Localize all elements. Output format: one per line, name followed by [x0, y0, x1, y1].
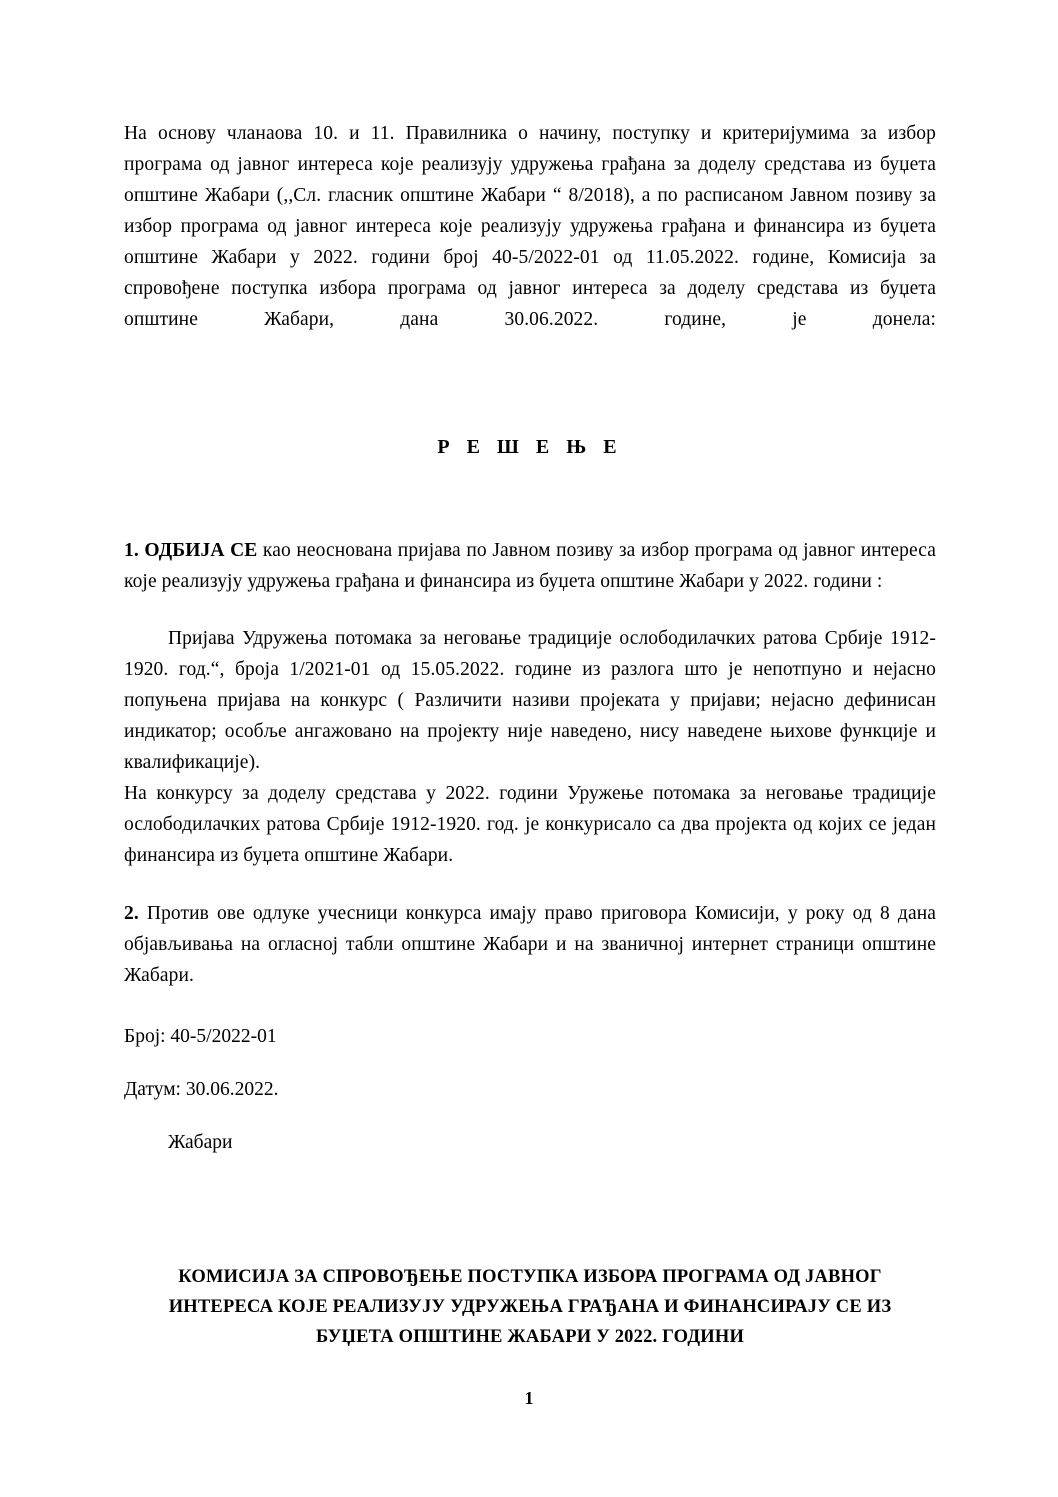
decision-item-1	[124, 535, 936, 597]
document-content	[124, 118, 936, 1352]
decision-item-2-lead: 2.	[124, 903, 139, 924]
page-number: 1	[524, 1388, 534, 1408]
commission-heading-line-2: ИНТЕРЕСА КОЈЕ РЕАЛИЗУЈУ УДРУЖЕЊА ГРАЂАНА И ФИНАНСИРАЈУ СЕ ИЗ	[168, 1297, 892, 1317]
commission-heading	[124, 1262, 936, 1352]
document-date: Датум: 30.06.2022.	[124, 1079, 279, 1100]
document-title: Р Е Ш Е Њ Е	[437, 436, 623, 458]
document-number: Број: 40-5/2022-01	[124, 1026, 277, 1047]
commission-heading-line-1: КОМИСИЈА ЗА СПРОВОЂЕЊЕ ПОСТУПКА ИЗБОРА ПРОГРАМА ОД ЈАВНОГ	[178, 1267, 882, 1287]
decision-item-2	[124, 898, 936, 991]
decision-item-2-text: Против ове одлуке учесници конкурса имају право приговора Комисији, у року од 8 дана објављивања на огласној табли општине Жабари и на званичној интернет страници општине Жабари.	[124, 903, 936, 986]
document-place: Жабари	[168, 1132, 233, 1153]
commission-heading-line-3: БУЏЕТА ОПШТИНЕ ЖАБАРИ У 2022. ГОДИНИ	[315, 1327, 745, 1347]
decision-item-1-lead: 1. ОДБИЈА СЕ	[124, 540, 258, 561]
applicant-paragraph: Пријава Удружења потомака за неговање традиције ослободилачких ратова Србије 1912-1920. год.“, броја 1/2021-01 од 15.05.2022. године из разлога што је непотпуно и нејасно попуњена пријава на конкурс ( Различити називи пројеката у пријави; нејасно дефинисан индикатор; особље ангажовано на пројекту није наведено, нису наведене њихове функције и квалификације).	[124, 628, 936, 773]
intro-paragraph: На основу чланаова 10. и 11. Правилника о начину, поступку и критеријумима за избор програма од јавног интереса које реализују удружења грађана за доделу средстава из буџета општине Жабари (,,Сл. гласник општине Жабари “ 8/2018), а по расписаном Јавном позиву за избор програма од јавног интереса које реализују удружења грађана и финансира из буџета општине Жабари у 2022. години број 40-5/2022-01 од 11.05.2022. године, Комисија за спровођене поступка избора програма од јавног интереса за доделу средстава из буџета општине Жабари, дана 30.06.2022. године, је донела:	[124, 123, 936, 330]
contest-paragraph: На конкурсу за доделу средстава у 2022. години Уружење потомака за неговање традиције ослободилачких ратова Србије 1912-1920. год. је конкурисало са два пројекта од којих се један финансира из буџета општине Жабари.	[124, 783, 936, 866]
decision-item-1-text: као неоснована пријава по Јавном позиву за избор програма од јавног интереса које реализују удружења грађана и финансира из буџета општине Жабари у 2022. години :	[124, 540, 936, 592]
